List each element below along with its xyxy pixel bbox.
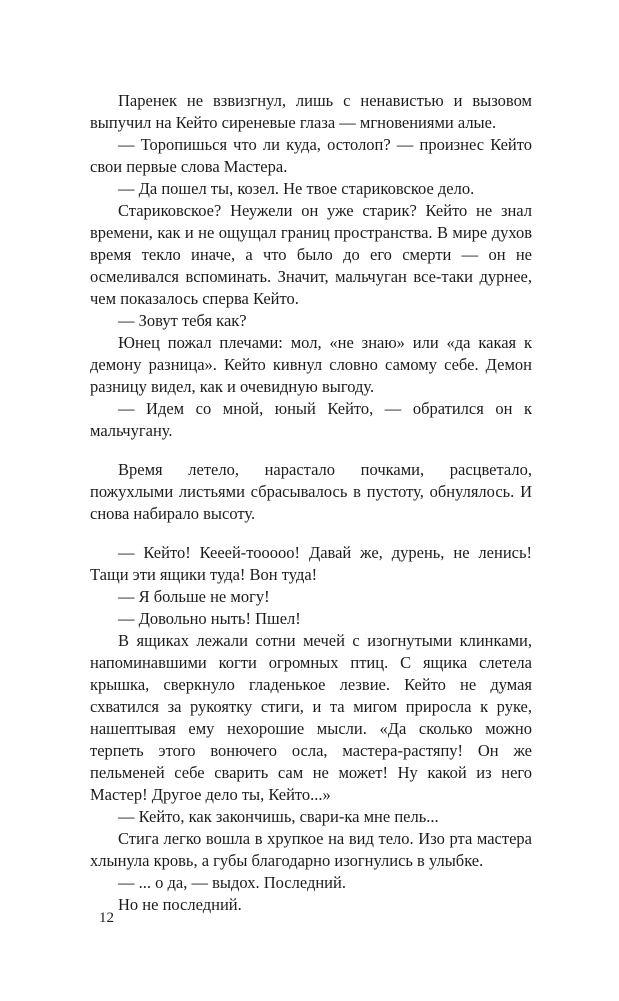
- page-text: [90, 90, 532, 916]
- paragraph: Стариковское? Неужели он уже старик? Кейто не знал времени, как и не ощущал границ пространства. В мире духов время текло иначе, а что было до его смерти — он не осмеливался вспоминать. Значит, мальчуган все-таки дурнее, чем показалось сперва Кейто.: [90, 201, 532, 308]
- page-number: 12: [99, 910, 114, 926]
- paragraph: — Кейто, как закончишь, свари-ка мне пель...: [118, 807, 439, 826]
- paragraph: — ... о да, — выдох. Последний.: [118, 873, 346, 892]
- paragraph: Но не последний.: [118, 895, 242, 914]
- paragraph: — Торопишься что ли куда, остолоп? — произнес Кейто свои первые слова Мастера.: [90, 135, 532, 176]
- paragraph: Стига легко вошла в хрупкое на вид тело. Изо рта мастера хлынула кровь, а губы благодарно изогнулись в улыбке.: [90, 829, 532, 870]
- paragraph: В ящиках лежали сотни мечей с изогнутыми клинками, напоминавшими когти огромных птиц. С ящика слетела крышка, сверкнуло гладенькое лезвие. Кейто не думая схватился за рукоятку стиги, и та мигом приросла к руке, нашептывая ему нехорошие мысли. «Да сколько можно терпеть этого вонючего осла, мастера-растяпу! Он же пельменей себе сварить сам не может! Ну какой из него Мастер! Другое дело ты, Кейто...»: [90, 631, 532, 804]
- paragraph: — Зовут тебя как?: [118, 311, 247, 330]
- paragraph: Паренек не взвизгнул, лишь с ненавистью и вызовом выпучил на Кейто сиреневые глаза — мгновениями алые.: [90, 91, 532, 132]
- paragraph: Время летело, нарастало почками, расцветало, пожухлыми листьями сбрасывалось в пустоту, обнулялось. И снова набирало высоту.: [90, 460, 532, 523]
- paragraph: — Довольно ныть! Пшел!: [118, 609, 301, 628]
- paragraph: Юнец пожал плечами: мол, «не знаю» или «да какая к демону разница». Кейто кивнул словно самому себе. Демон разницу видел, как и очевидную выгоду.: [90, 333, 532, 396]
- paragraph: — Идем со мной, юный Кейто, — обратился он к мальчугану.: [90, 399, 532, 440]
- paragraph: — Да пошел ты, козел. Не твое стариковское дело.: [118, 179, 475, 198]
- paragraph: — Я больше не могу!: [118, 587, 270, 606]
- paragraph: — Кейто! Кееей-тооооо! Давай же, дурень, не ленись! Тащи эти ящики туда! Вон туда!: [90, 543, 532, 584]
